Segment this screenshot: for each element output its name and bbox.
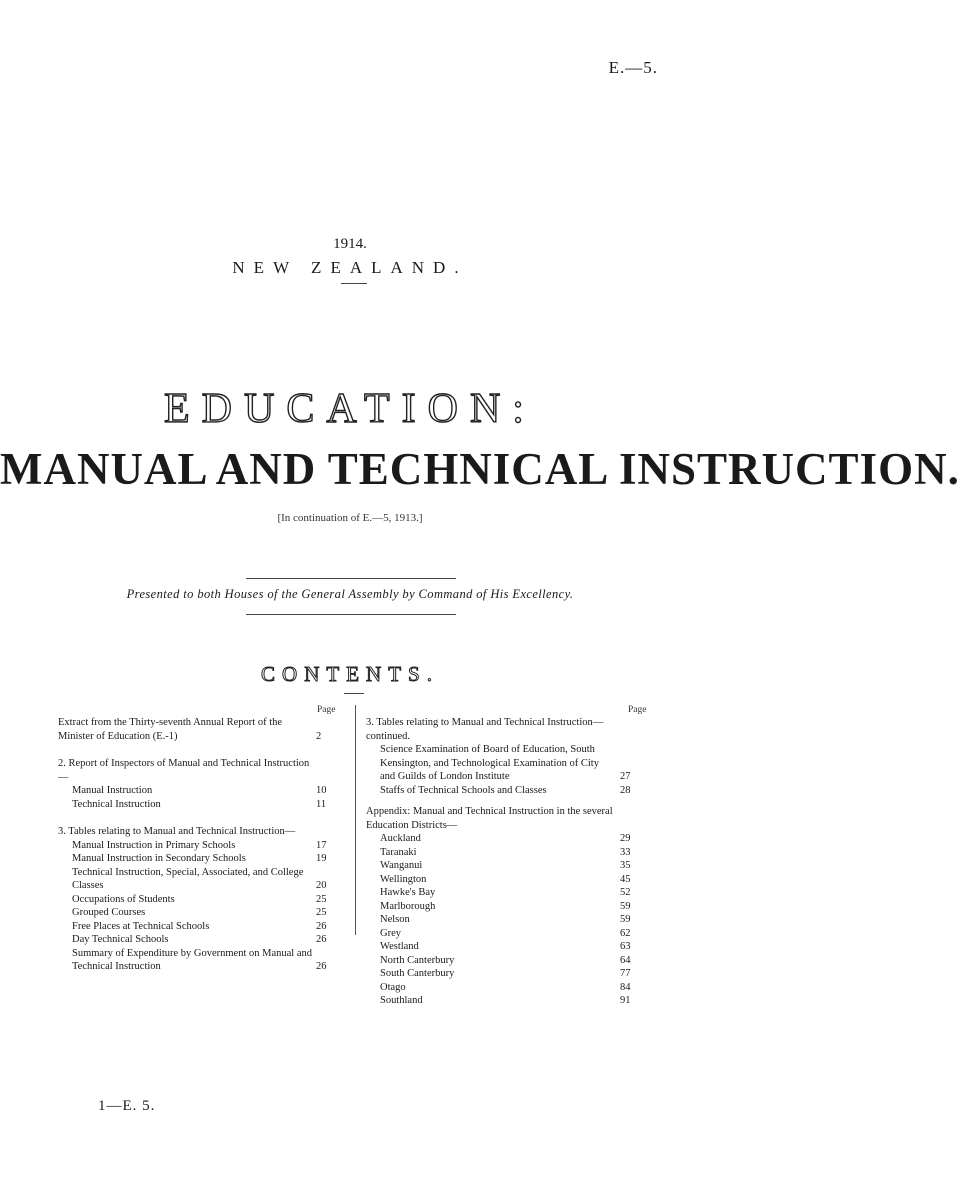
entry-text: Wanganui (380, 860, 423, 871)
entry-page: 26 (316, 934, 327, 945)
contents-heading: CONTENTS. (261, 662, 439, 686)
contents-entry (366, 967, 644, 981)
divider-rule (341, 283, 367, 284)
contents-entry (366, 981, 644, 995)
entry-text: North Canterbury (380, 954, 455, 966)
entry-text: Extract from the Thirty-seventh Annual Report of the Minister of Education (E.-1) (58, 717, 283, 742)
entry-text: Marlborough (380, 900, 436, 912)
entry-page: 35 (620, 860, 631, 871)
entry-page: 25 (316, 893, 327, 905)
entry-page: 59 (620, 914, 631, 925)
page-column-label: Page (628, 705, 647, 715)
contents-entry (366, 846, 644, 860)
entry-text: Free Places at Technical Schools (72, 920, 210, 932)
entry-page: 26 (316, 920, 327, 932)
year: 1914. (333, 236, 367, 252)
entry-page: 17 (316, 839, 327, 851)
entry-text: Science Examination of Board of Education, South Kensington, and Technological Examination of City and Guilds of London Institute (380, 744, 599, 782)
contents-entry (58, 906, 340, 920)
contents-entry (366, 940, 644, 954)
entry-text: Otago (380, 981, 406, 993)
entry-text: Manual Instruction in Primary Schools (72, 839, 236, 851)
entry-text: Manual Instruction (72, 785, 153, 796)
entry-page: 26 (316, 961, 327, 972)
entry-text: Nelson (380, 914, 410, 925)
country-name: NEW ZEALAND. (232, 258, 468, 277)
entry-text: 3. Tables relating to Manual and Technical Instruction—continued. (366, 717, 604, 742)
contents-entry (58, 866, 340, 893)
entry-text: Appendix: Manual and Technical Instruction in the several Education Districts— (366, 806, 613, 831)
contents-entry (366, 743, 644, 784)
entry-page: 2 (316, 730, 322, 742)
contents-right-column (366, 716, 644, 1008)
entry-text: Wellington (380, 873, 427, 885)
contents-entry (58, 947, 340, 974)
entry-text: Auckland (380, 833, 421, 844)
entry-page: 11 (316, 798, 327, 810)
entry-text: Taranaki (380, 846, 417, 858)
entry-page: 52 (620, 887, 631, 898)
entry-text: Technical Instruction, Special, Associated, and College Classes (72, 866, 304, 891)
contents-entry (366, 805, 644, 832)
entry-page: 29 (620, 833, 631, 844)
entry-page: 59 (620, 900, 631, 912)
contents-entry (366, 954, 644, 968)
document-reference: E.—5. (608, 58, 658, 77)
contents-entry (366, 832, 644, 846)
entry-text: Hawke's Bay (380, 887, 436, 898)
contents-entry (58, 798, 340, 812)
contents-entry (366, 927, 644, 941)
entry-text: Summary of Expenditure by Government on Manual and Technical Instruction (72, 947, 312, 972)
entry-text: 3. Tables relating to Manual and Technical Instruction— (58, 826, 296, 837)
entry-page: 20 (316, 880, 327, 891)
entry-text: Grey (380, 927, 401, 939)
entry-page: 25 (316, 907, 327, 918)
divider-rule (246, 614, 456, 615)
contents-entry (366, 886, 644, 900)
contents-entry (58, 825, 340, 839)
entry-page: 19 (316, 853, 327, 864)
entry-text: Technical Instruction (72, 798, 161, 810)
entry-text: Staffs of Technical Schools and Classes (380, 784, 547, 796)
contents-entry (58, 893, 340, 907)
contents-entry (58, 852, 340, 866)
presentation-note: Presented to both Houses of the General Assembly by Command of His Excellency. (126, 587, 574, 601)
entry-page: 63 (620, 941, 631, 952)
entry-text: 2. Report of Inspectors of Manual and Technical Instruction— (58, 758, 310, 783)
entry-page: 10 (316, 785, 327, 796)
entry-page: 77 (620, 968, 631, 979)
contents-entry (366, 784, 644, 798)
divider-rule (246, 578, 456, 579)
entry-text: Occupations of Students (72, 893, 175, 905)
entry-page: 62 (620, 927, 631, 939)
contents-entry (58, 716, 340, 743)
document-title: MANUAL AND TECHNICAL INSTRUCTION. (0, 444, 960, 494)
contents-entry (58, 933, 340, 947)
entry-page: 27 (620, 771, 631, 782)
entry-text: South Canterbury (380, 968, 455, 979)
contents-entry (366, 716, 644, 743)
entry-text: Grouped Courses (72, 907, 146, 918)
entry-page: 91 (620, 995, 631, 1006)
continuation-note: [In continuation of E.—5, 1913.] (277, 512, 423, 524)
contents-entry (58, 920, 340, 934)
entry-text: Southland (380, 995, 423, 1006)
contents-entry (366, 859, 644, 873)
contents-entry (366, 994, 644, 1008)
entry-page: 64 (620, 954, 631, 966)
entry-text: Day Technical Schools (72, 934, 169, 945)
contents-entry (58, 784, 340, 798)
contents-entry (58, 839, 340, 853)
entry-page: 45 (620, 873, 631, 885)
contents-entry (366, 900, 644, 914)
subject-heading: EDUCATION: (164, 386, 536, 432)
footer-reference: 1—E. 5. (98, 1098, 156, 1114)
contents-entry (366, 873, 644, 887)
contents-entry (58, 757, 340, 784)
contents-entry (366, 913, 644, 927)
page-column-label: Page (317, 705, 336, 715)
entry-page: 33 (620, 846, 631, 858)
divider-rule (344, 693, 364, 694)
entry-page: 28 (620, 784, 631, 796)
entry-page: 84 (620, 981, 631, 993)
contents-left-column (58, 716, 340, 974)
column-divider (355, 705, 356, 935)
entry-text: Westland (380, 941, 419, 952)
entry-text: Manual Instruction in Secondary Schools (72, 853, 246, 864)
